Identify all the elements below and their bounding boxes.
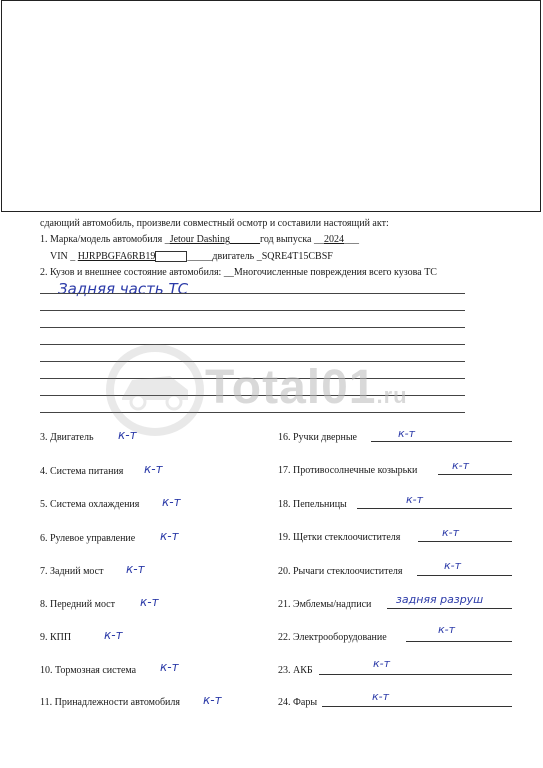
item-steering: 6. Рулевое управление xyxy=(40,533,136,544)
watermark-text: Total01.ru xyxy=(205,361,408,414)
item-emblems: 21. Эмблемы/надписи xyxy=(278,599,372,610)
fill-line xyxy=(406,641,512,642)
intro-text: сдающий автомобиль, произвели совместный осмотр и составили настоящий акт: xyxy=(40,218,389,229)
item-brake-system-note: к-т xyxy=(160,660,179,674)
item-sun-visors-note: к-т xyxy=(452,459,470,472)
fill-line xyxy=(438,474,512,475)
item-ashtrays-note: к-т xyxy=(406,493,424,506)
item-gearbox: 9. КПП xyxy=(40,632,72,643)
item-wiper-arms-note: к-т xyxy=(444,559,462,572)
redacted-area xyxy=(1,0,541,212)
model-value: Jetour Dashing xyxy=(169,234,230,245)
item-fuel-system-note: к-т xyxy=(144,462,163,476)
item-engine-note: к-т xyxy=(118,428,137,442)
item-fuel-system: 4. Система питания xyxy=(40,466,124,477)
body-handwritten-note: Задняя часть ТС xyxy=(58,280,189,298)
item-front-axle-note: к-т xyxy=(140,595,159,609)
item-door-handles: 16. Ручки дверные xyxy=(278,432,357,443)
item-battery-note: к-т xyxy=(373,657,391,670)
item-steering-note: к-т xyxy=(160,529,179,543)
item-door-handles-note: к-т xyxy=(398,427,416,440)
item-gearbox-note: к-т xyxy=(104,628,123,642)
fill-line xyxy=(418,541,512,542)
engine-label: двигатель _ xyxy=(212,251,262,262)
item-rear-axle-note: к-т xyxy=(126,562,145,576)
item-rear-axle: 7. Задний мост xyxy=(40,566,104,577)
item-engine: 3. Двигатель xyxy=(40,432,94,443)
fill-line xyxy=(371,441,512,442)
form-line xyxy=(40,310,465,311)
fill-line xyxy=(319,674,512,675)
year-label: год выпуска __ xyxy=(259,234,324,245)
engine-value: SQRE4T15CBSF xyxy=(261,251,333,262)
vin-label: VIN _ xyxy=(50,251,76,262)
item-front-axle: 8. Передний мост xyxy=(40,599,115,610)
item-wiper-arms: 20. Рычаги стеклоочистителя xyxy=(278,566,403,577)
form-line xyxy=(40,327,465,328)
vin-line: VIN _ HJRPBGFA6RB19 _____двигатель _SQRE4T15CBSF xyxy=(50,251,333,262)
item-brake-system: 10. Тормозная система xyxy=(40,665,137,676)
item-2-label: 2. Кузов и внешнее состояние автомобиля: __ xyxy=(40,267,234,278)
item-headlights-note: к-т xyxy=(372,690,390,703)
year-value: 2024 xyxy=(324,234,344,245)
item-ashtrays: 18. Пепельницы xyxy=(278,499,347,510)
item-electrical-note: к-т xyxy=(438,623,456,636)
item-wiper-blades-note: к-т xyxy=(442,526,460,539)
item-cooling-system-note: к-т xyxy=(162,495,181,509)
item-wiper-blades: 19. Щетки стеклоочистителя xyxy=(278,532,401,543)
item-emblems-note: задняя разруш xyxy=(396,593,484,606)
item-accessories: 11. Принадлежности автомобиля xyxy=(40,697,180,708)
item-cooling-system: 5. Система охлаждения xyxy=(40,499,140,510)
fill-line xyxy=(387,608,512,609)
item-2-line xyxy=(40,267,437,279)
fill-line xyxy=(417,575,512,576)
form-line xyxy=(40,293,465,294)
item-battery: 23. АКБ xyxy=(278,665,313,676)
vin-value: HJRPBGFA6RB19 xyxy=(77,251,156,262)
item-1-label: 1. Марка/модель автомобиля _ xyxy=(40,234,170,245)
item-sun-visors: 17. Противосолнечные козырьки xyxy=(278,465,418,476)
vin-redaction-box xyxy=(155,251,187,262)
fill-line xyxy=(357,508,512,509)
item-electrical: 22. Электрооборудование xyxy=(278,632,387,643)
fill-line xyxy=(322,706,512,707)
item-1-line: 1. Марка/модель автомобиля _Jetour Dashing______год выпуска __2024___ xyxy=(40,234,359,245)
item-headlights: 24. Фары xyxy=(278,697,318,708)
item-accessories-note: к-т xyxy=(203,693,222,707)
body-condition: Многочисленные повреждения всего кузова ТС xyxy=(233,267,437,278)
